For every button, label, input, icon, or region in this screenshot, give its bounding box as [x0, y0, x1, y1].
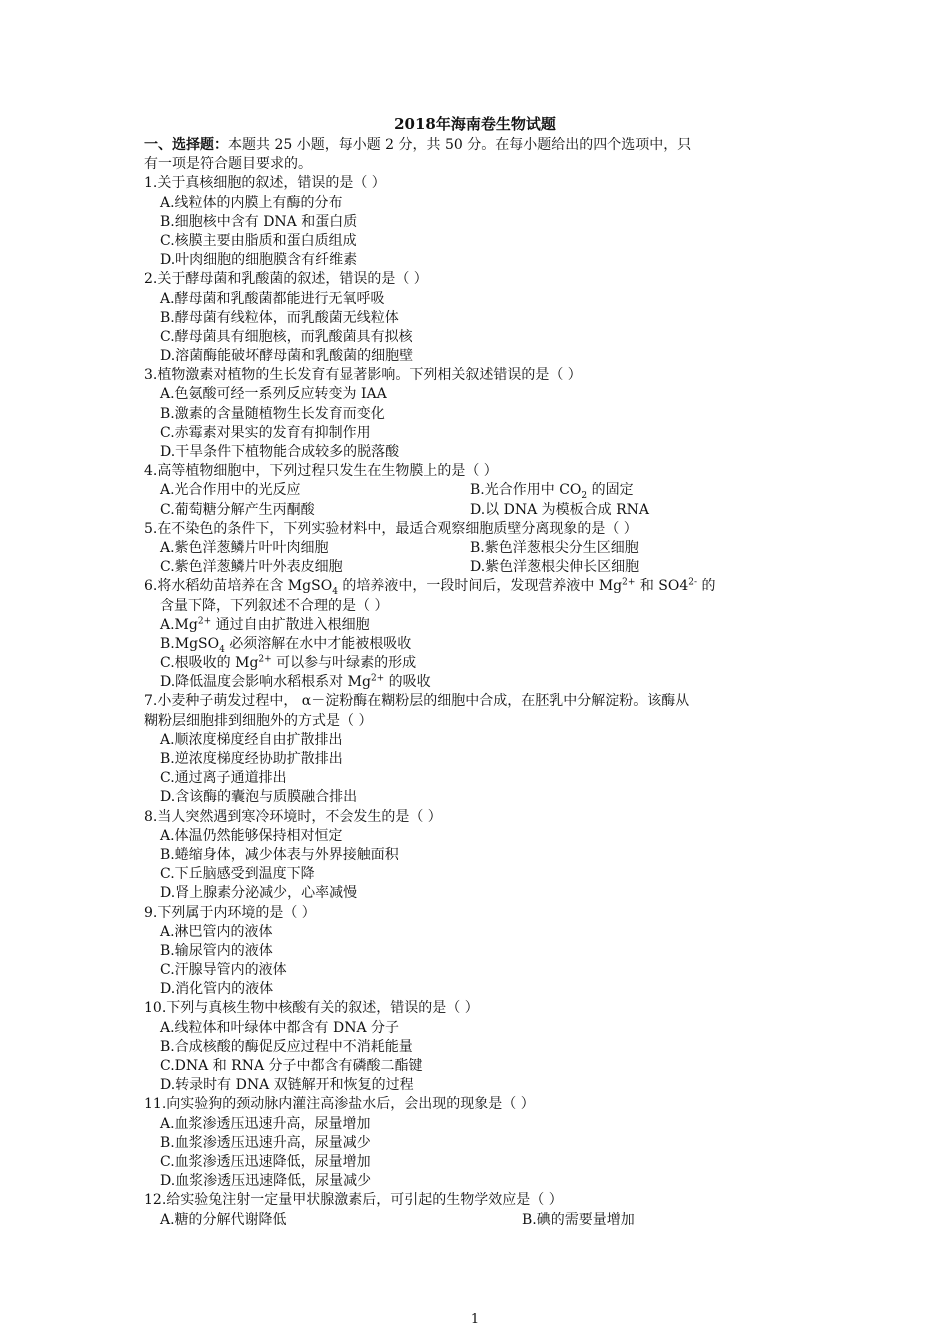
q5-option-b: B.紫色洋葱根尖分生区细胞 — [470, 539, 639, 556]
q10-option-c: C.DNA 和 RNA 分子中都含有磷酸二酯键 — [160, 1058, 423, 1074]
q3-option-c: C.赤霉素对果实的发育有抑制作用 — [160, 424, 371, 441]
q10-option-b: B.合成核酸的酶促反应过程中不消耗能量 — [160, 1038, 413, 1055]
q12-options-row1 — [144, 1211, 814, 1230]
q6-option-d-text2: 的吸收 — [384, 674, 431, 691]
q6-stem-part3: 和 SO4 — [635, 578, 689, 595]
q6-option-b — [144, 635, 814, 654]
q11-option-a: A.血浆渗透压迅速升高，尿量增加 — [160, 1115, 371, 1132]
q5-option-c: C.紫色洋葱鳞片叶外表皮细胞 — [160, 559, 343, 576]
q1-option-d: D.叶肉细胞的细胞膜含有纤维素 — [160, 252, 358, 269]
q11-option-b: B.血浆渗透压迅速升高，尿量减少 — [160, 1134, 371, 1151]
q4-option-b-sub: 2 — [581, 491, 588, 501]
q3-option-b: B.激素的含量随植物生长发育而变化 — [160, 405, 385, 422]
q11-option-c: C.血浆渗透压迅速降低，尿量增加 — [160, 1153, 371, 1170]
q6-stem-part2: 的培养液中，一段时间后，发现营养液中 Mg — [337, 578, 623, 595]
q7-option-a: A.顺浓度梯度经自由扩散排出 — [160, 731, 343, 748]
q11-option-d: D.血浆渗透压迅速降低，尿量减少 — [160, 1173, 372, 1190]
q6-stem-part4: 的 — [697, 578, 716, 595]
q7-option-d: D.含该酶的囊泡与质膜融合排出 — [160, 789, 358, 806]
q6-option-a-sup: 2+ — [197, 616, 212, 627]
q6-option-c — [144, 654, 814, 673]
q1-option-c: C.核膜主要由脂质和蛋白质组成 — [160, 232, 357, 249]
q10-option-d: D.转录时有 DNA 双链解开和恢复的过程 — [160, 1077, 414, 1094]
q10-stem: 10.下列与真核生物中核酸有关的叙述，错误的是（ ） — [144, 1000, 479, 1017]
q1-option-b: B.细胞核中含有 DNA 和蛋白质 — [160, 213, 358, 230]
q8-option-a: A.体温仍然能够保持相对恒定 — [160, 827, 343, 844]
q6-option-c-sup: 2+ — [258, 654, 272, 665]
q4-options-row1 — [144, 481, 814, 500]
q12-option-a: A.糖的分解代谢降低 — [160, 1211, 287, 1228]
document-title: 2018年海南卷生物试题 — [394, 115, 556, 133]
q4-option-c: C.葡萄糖分解产生丙酮酸 — [160, 501, 315, 518]
section-intro — [144, 136, 814, 155]
q9-option-b: B.输尿管内的液体 — [160, 942, 273, 959]
q5-options-row2 — [144, 558, 814, 577]
q4-option-a: A.光合作用中的光反应 — [160, 482, 301, 499]
q4-stem: 4.高等植物细胞中，下列过程只发生在生物膜上的是（ ） — [144, 463, 498, 480]
q8-option-d: D.肾上腺素分泌减少，心率减慢 — [160, 885, 358, 902]
q7-option-c: C.通过离子通道排出 — [160, 770, 287, 787]
q6-option-a-text: A.Mg — [160, 616, 198, 633]
q6-option-b-text: B.MgSO — [160, 635, 220, 652]
q9-stem: 9.下列属于内环境的是（ ） — [144, 904, 316, 921]
q5-stem: 5.在不染色的条件下，下列实验材料中，最适合观察细胞质壁分离现象的是（ ） — [144, 520, 638, 537]
q2-option-c: C.酵母菌具有细胞核，而乳酸菌具有拟核 — [160, 328, 413, 345]
q3-option-a: A.色氨酸可经一系列反应转变为 IAA — [160, 386, 387, 403]
q4-option-b-text2: 的固定 — [587, 482, 634, 499]
q6-option-d-sup: 2+ — [370, 673, 385, 684]
page-number: 1 — [470, 1312, 480, 1327]
section-intro-text: 本题共 25 小题，每小题 2 分，共 50 分。在每小题给出的四个选项中，只 — [228, 137, 692, 153]
q8-stem: 8.当人突然遇到寒冷环境时，不会发生的是（ ） — [144, 808, 442, 825]
q9-option-a: A.淋巴管内的液体 — [160, 923, 273, 940]
q6-stem-sup: 2+ — [622, 577, 636, 588]
q1-stem: 1.关于真核细胞的叙述，错误的是（ ） — [144, 175, 386, 192]
q2-option-b: B.酵母菌有线粒体，而乳酸菌无线粒体 — [160, 309, 399, 326]
q6-stem-part1: 6.将水稻幼苗培养在含 MgSO — [144, 578, 333, 595]
section-intro-line2: 有一项是符合题目要求的。 — [144, 156, 312, 173]
q12-option-b: B.碘的需要量增加 — [522, 1211, 635, 1228]
q6-option-b-text2: 必须溶解在水中才能被根吸收 — [224, 635, 412, 652]
q8-option-b: B.蜷缩身体，减少体表与外界接触面积 — [160, 846, 399, 863]
q8-option-c: C.下丘脑感受到温度下降 — [160, 866, 315, 883]
q3-option-d: D.干旱条件下植物能合成较多的脱落酸 — [160, 444, 400, 460]
q5-option-d: D.紫色洋葱根尖伸长区细胞 — [470, 559, 640, 576]
q6-stem-sup2: 2- — [688, 577, 698, 588]
q9-option-d: D.消化管内的液体 — [160, 981, 274, 998]
q10-option-a: A.线粒体和叶绿体中都含有 DNA 分子 — [160, 1019, 400, 1036]
q6-option-c-text2: 可以参与叶绿素的形成 — [271, 655, 417, 672]
q4-options-row2 — [144, 501, 814, 520]
q2-option-d: D.溶菌酶能破坏酵母菌和乳酸菌的细胞壁 — [160, 348, 414, 365]
q5-option-a: A.紫色洋葱鳞片叶叶肉细胞 — [160, 539, 329, 556]
q9-option-c: C.汗腺导管内的液体 — [160, 962, 287, 979]
q3-stem: 3.植物激素对植物的生长发育有显著影响。下列相关叙述错误的是（ ） — [144, 367, 582, 384]
q12-stem: 12.给实验兔注射一定量甲状腺激素后，可引起的生物学效应是（ ） — [144, 1192, 563, 1209]
q5-options-row1 — [144, 539, 814, 558]
q6-option-a — [144, 616, 814, 635]
q6-option-d — [144, 673, 814, 692]
q7-option-b: B.逆浓度梯度经协助扩散排出 — [160, 751, 343, 767]
q6-stem — [144, 577, 814, 596]
q7-stem-line2: 糊粉层细胞排到细胞外的方式是（ ） — [144, 712, 373, 729]
section-heading: 一、选择题： — [144, 137, 228, 153]
q6-option-c-text: C.根吸收的 Mg — [160, 655, 259, 672]
q6-stem-sub: 4 — [332, 587, 338, 597]
q7-stem: 7.小麦种子萌发过程中， α－淀粉酶在糊粉层的细胞中合成，在胚乳中分解淀粉。该酶从 — [144, 693, 690, 710]
q4-option-b-text: B.光合作用中 CO — [470, 482, 582, 499]
q1-option-a: A.线粒体的内膜上有酶的分布 — [160, 194, 343, 211]
q6-option-a-text2: 通过自由扩散进入根细胞 — [211, 616, 370, 633]
q4-option-d: D.以 DNA 为模板合成 RNA — [470, 501, 650, 518]
q6-option-d-text: D.降低温度会影响水稻根系对 Mg — [160, 674, 371, 691]
question-list — [144, 136, 814, 1230]
q2-stem: 2.关于酵母菌和乳酸菌的叙述，错误的是（ ） — [144, 271, 428, 288]
q2-option-a: A.酵母菌和乳酸菌都能进行无氧呼吸 — [160, 290, 385, 307]
q6-option-b-sub: 4 — [219, 644, 225, 655]
q11-stem: 11.向实验狗的颈动脉内灌注高渗盐水后，会出现的现象是（ ） — [144, 1096, 535, 1113]
q6-stem-line2: 含量下降，下列叙述不合理的是（ ） — [160, 597, 389, 614]
q4-option-b — [470, 481, 634, 500]
